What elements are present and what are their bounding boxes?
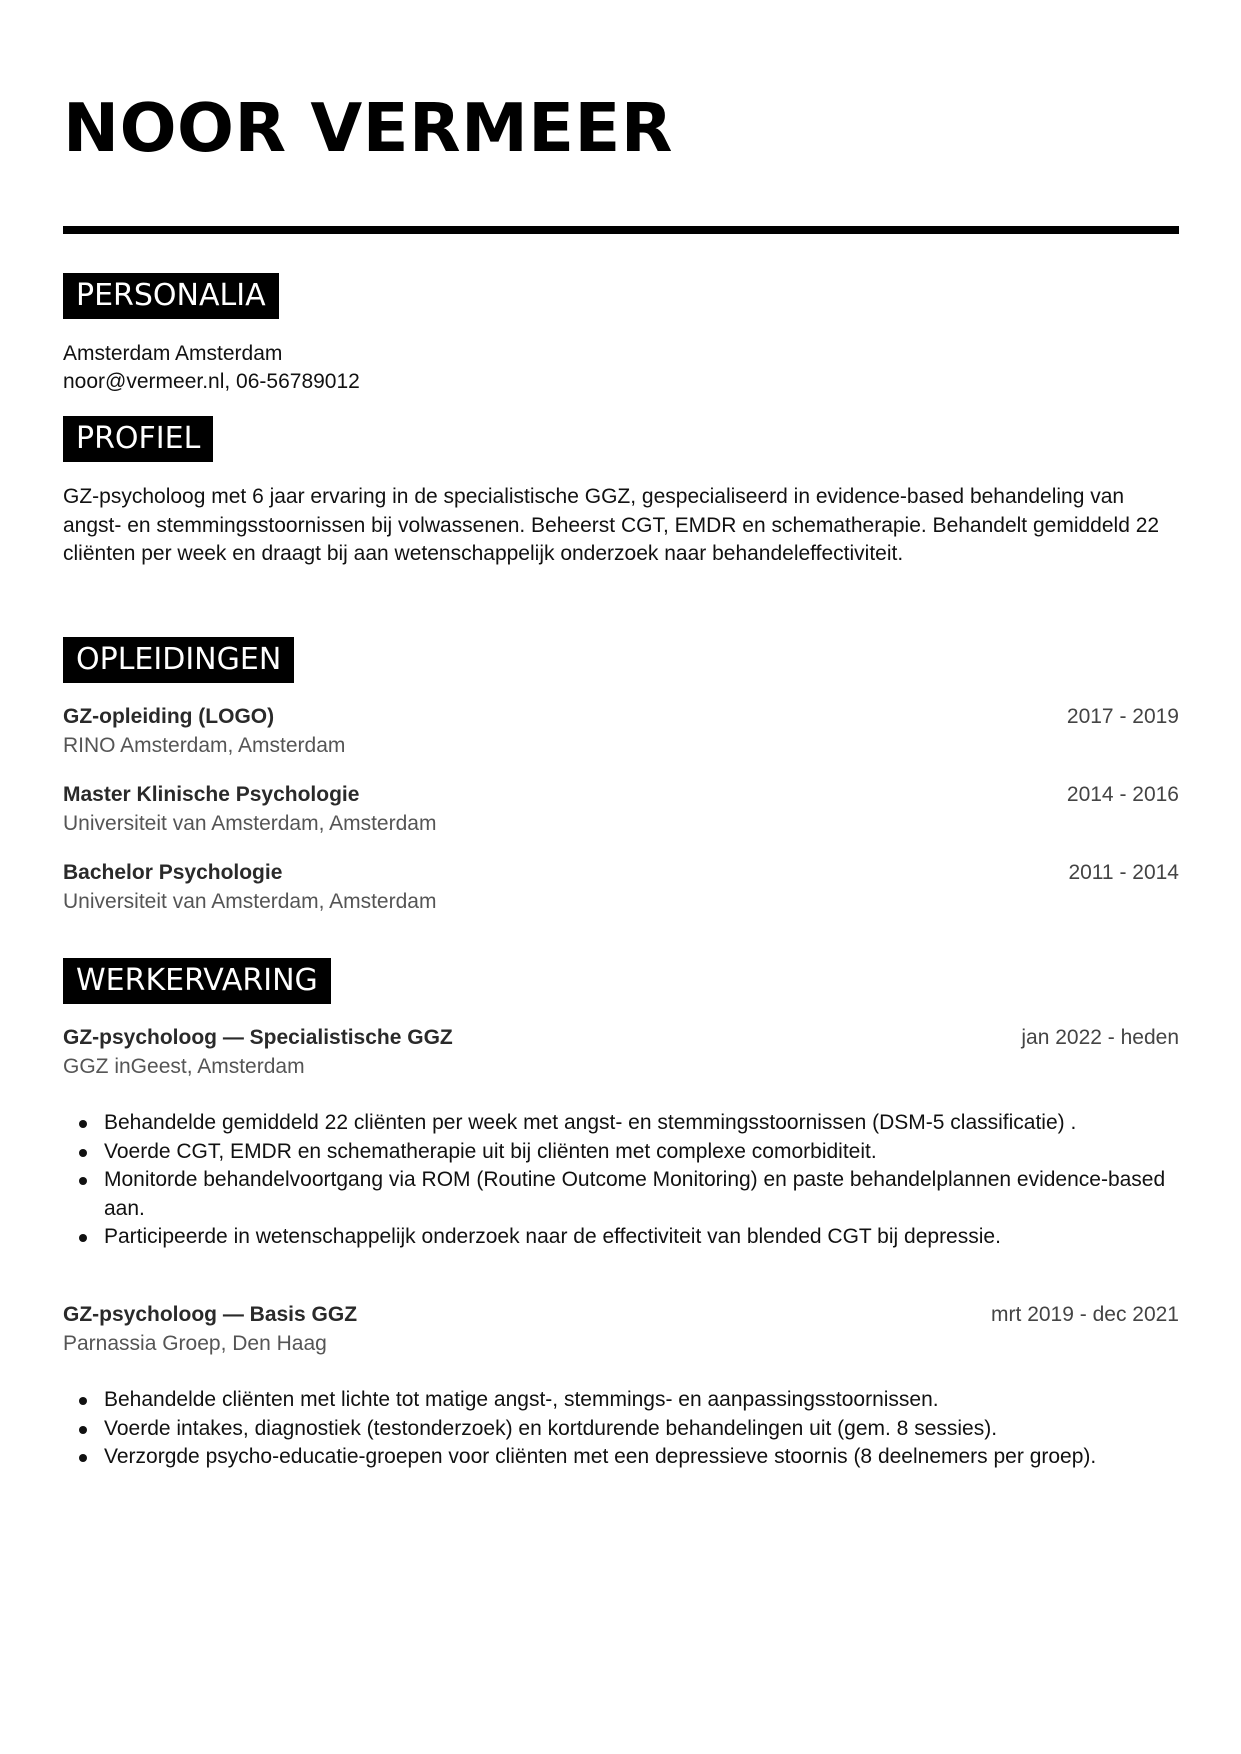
job-title: GZ-psycholoog — Basis GGZ: [63, 1303, 358, 1326]
achievement-text: Voerde CGT, EMDR en schematherapie uit bij cliënten met complexe comorbiditeit.: [104, 1139, 877, 1163]
achievement-text: Behandelde gemiddeld 22 cliënten per week met angst- en stemmingsstoornissen (DSM-5 classificatie) .: [104, 1111, 1077, 1134]
achievement-text: Behandelde cliënten met lichte tot matige angst-, stemmings- en aanpassingsstoornissen.: [104, 1388, 939, 1411]
bullet-icon: [79, 1426, 87, 1434]
bullet-icon: [79, 1397, 87, 1405]
achievement-text: Participeerde in wetenschappelijk onderzoek naar de effectiviteit van blended CGT bij depressie.: [104, 1225, 1001, 1248]
education-entry: [63, 858, 1179, 918]
job-period: mrt 2019 - dec 2021: [991, 1303, 1179, 1326]
achievement-item: [63, 1415, 1179, 1444]
bullet-icon: [79, 1149, 87, 1157]
achievement-text: Verzorgde psycho-educatie-groepen voor cliënten met een depressieve stoornis (8 deelnemers per groep).: [104, 1445, 1097, 1468]
section-heading-opleidingen: OPLEIDINGEN: [63, 637, 294, 683]
achievement-item: [63, 1109, 1179, 1138]
education-period: 2011 - 2014: [1068, 861, 1179, 884]
bullet-icon: [79, 1120, 87, 1128]
section-heading-personalia: PERSONALIA: [63, 273, 279, 319]
bullet-icon: [79, 1177, 87, 1185]
education-title: GZ-opleiding (LOGO): [63, 705, 275, 728]
job-employer: GGZ inGeest, Amsterdam: [63, 1055, 305, 1078]
profile-summary: GZ-psycholoog met 6 jaar ervaring in de specialistische GGZ, gespecialiseerd in evidence-based behandeling van angst- en stemmingsstoornissen bij volwassenen. Beheerst CGT, EMDR en schematherapie. Behandelt gemiddeld 22 cliënten per week en draagt bij aan wetenschappelijk onderzoek naar behandeleffectiviteit.: [63, 485, 1160, 565]
education-title: Master Klinische Psychologie: [63, 783, 360, 806]
work-entry: [63, 1023, 1179, 1083]
bullet-icon: [79, 1454, 87, 1462]
achievement-text: Monitorde behandelvoortgang via ROM (Routine Outcome Monitoring) en paste behandelplannen evidence-based aan.: [104, 1168, 1166, 1220]
achievement-item: [63, 1223, 1179, 1252]
job-achievements: [63, 1386, 1179, 1472]
achievement-item: [63, 1166, 1179, 1223]
achievement-item: [63, 1443, 1179, 1472]
achievement-text: Voerde intakes, diagnostiek (testonderzoek) en kortdurende behandelingen uit (gem. 8 sessies).: [104, 1416, 998, 1440]
education-institution: Universiteit van Amsterdam, Amsterdam: [63, 890, 437, 913]
bullet-icon: [79, 1234, 87, 1242]
job-title: GZ-psycholoog — Specialistische GGZ: [63, 1026, 453, 1049]
job-employer: Parnassia Groep, Den Haag: [63, 1332, 327, 1355]
education-institution: RINO Amsterdam, Amsterdam: [63, 734, 346, 757]
job-achievements: [63, 1109, 1179, 1252]
education-period: 2014 - 2016: [1066, 783, 1179, 806]
candidate-name: NOOR VERMEER: [63, 89, 673, 167]
achievement-item: [63, 1138, 1179, 1167]
section-heading-werkervaring: WERKERVARING: [63, 958, 331, 1004]
section-heading-profiel: PROFIEL: [63, 416, 213, 462]
achievement-item: [63, 1386, 1179, 1415]
job-period: jan 2022 - heden: [1021, 1026, 1179, 1049]
education-title: Bachelor Psychologie: [63, 861, 283, 884]
personalia-address: Amsterdam Amsterdam: [63, 342, 283, 365]
work-entry: [63, 1300, 1179, 1360]
education-entry: [63, 780, 1179, 840]
education-period: 2017 - 2019: [1066, 705, 1179, 728]
personalia-contact: noor@vermeer.nl, 06-56789012: [63, 370, 360, 393]
education-institution: Universiteit van Amsterdam, Amsterdam: [63, 812, 437, 835]
header-divider: [63, 226, 1179, 234]
education-entry: [63, 702, 1179, 762]
